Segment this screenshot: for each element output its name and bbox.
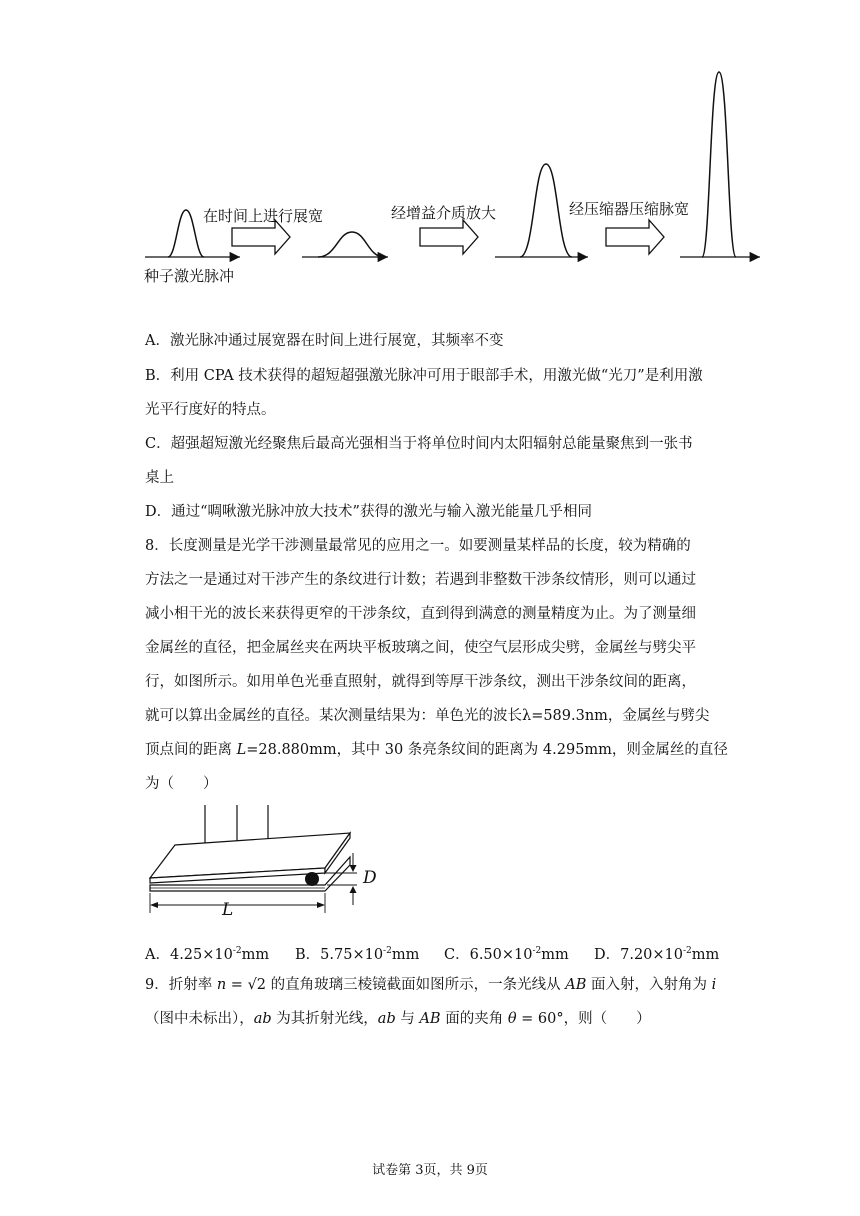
figure-label-d: D: [363, 868, 377, 888]
q7-option-c-line1: C．超强超短激光经聚焦后最高光强相当于将单位时间内太阳辐射总能量聚焦到一张书: [145, 436, 693, 452]
q8-option-d: D．$7.20\times 10^{-2}mm$: [594, 946, 720, 963]
stretched-pulse: [302, 232, 388, 257]
q8-line-2: 方法之一是通过对干涉产生的条纹进行计数；若遇到非整数干涉条纹情形，则可以通过: [145, 572, 696, 588]
q7-option-d: D．通过“啁啾激光脉冲放大技术”获得的激光与输入激光能量几乎相同: [145, 504, 592, 520]
q8-line-4: 金属丝的直径，把金属丝夹在两块平板玻璃之间，使空气层形成尖劈，金属丝与劈尖平: [145, 640, 696, 656]
q7-option-b-line2: 光平行度好的特点。: [145, 402, 276, 418]
q9-line-2: （图中未标出），ab 为其折射光线，ab 与 AB 面的夹角 θ = 60°，则（ ）: [145, 1011, 651, 1027]
label-seed-pulse: 种子激光脉冲: [144, 267, 235, 285]
arrow-compress: [606, 220, 664, 254]
q8-line-5: 行，如图所示。如用单色光垂直照射，就得到等厚干涉条纹，测出干涉条纹间的距离，: [145, 674, 696, 690]
q8-option-a: A．$4.25\times 10^{-2}mm$: [145, 946, 270, 963]
q8-line-6: 就可以算出金属丝的直径。某次测量结果为：单色光的波长λ=589.3nm，金属丝与劈尖: [145, 708, 710, 724]
figure-label-l: L: [222, 900, 234, 920]
arrow-amplify: [420, 220, 478, 254]
q7-option-c-line2: 桌上: [145, 470, 174, 486]
q8-line-7: 顶点间的距离 L=28.880mm，其中 30 条亮条纹间的距离为 4.295mm，则金属丝的直径: [145, 742, 728, 758]
q9-line-1: 9．折射率 n = √2 的直角玻璃三棱镜截面如图所示，一条光线从 AB 面入射，入射角为 i: [145, 977, 717, 993]
q7-option-a: A．激光脉冲通过展宽器在时间上进行展宽，其频率不变: [145, 333, 504, 349]
label-compress: 经压缩器压缩脉宽: [569, 200, 690, 218]
q8-line-8: 为（ ）: [145, 776, 218, 792]
pulse-diagram: [140, 60, 780, 290]
q7-option-b-line1: B．利用 CPA 技术获得的超短超强激光脉冲可用于眼部手术，用激光做“光刀”是利用激: [145, 368, 703, 384]
q8-line-3: 减小相干光的波长来获得更窄的干涉条纹，直到得到满意的测量精度为止。为了测量细: [145, 606, 696, 622]
compressed-pulse: [680, 72, 760, 257]
label-amplify: 经增益介质放大: [391, 204, 497, 222]
page-footer: 试卷第 3页，共 9页: [372, 1163, 488, 1178]
q8-line-1: 8．长度测量是光学干涉测量最常见的应用之一。如要测量某样品的长度，较为精确的: [145, 538, 691, 554]
air-wedge-figure: [145, 805, 385, 915]
label-stretch: 在时间上进行展宽: [203, 207, 324, 225]
q8-option-c: C．$6.50\times 10^{-2}mm$: [444, 946, 569, 963]
q8-option-b: B．$5.75\times 10^{-2}mm$: [295, 946, 420, 963]
